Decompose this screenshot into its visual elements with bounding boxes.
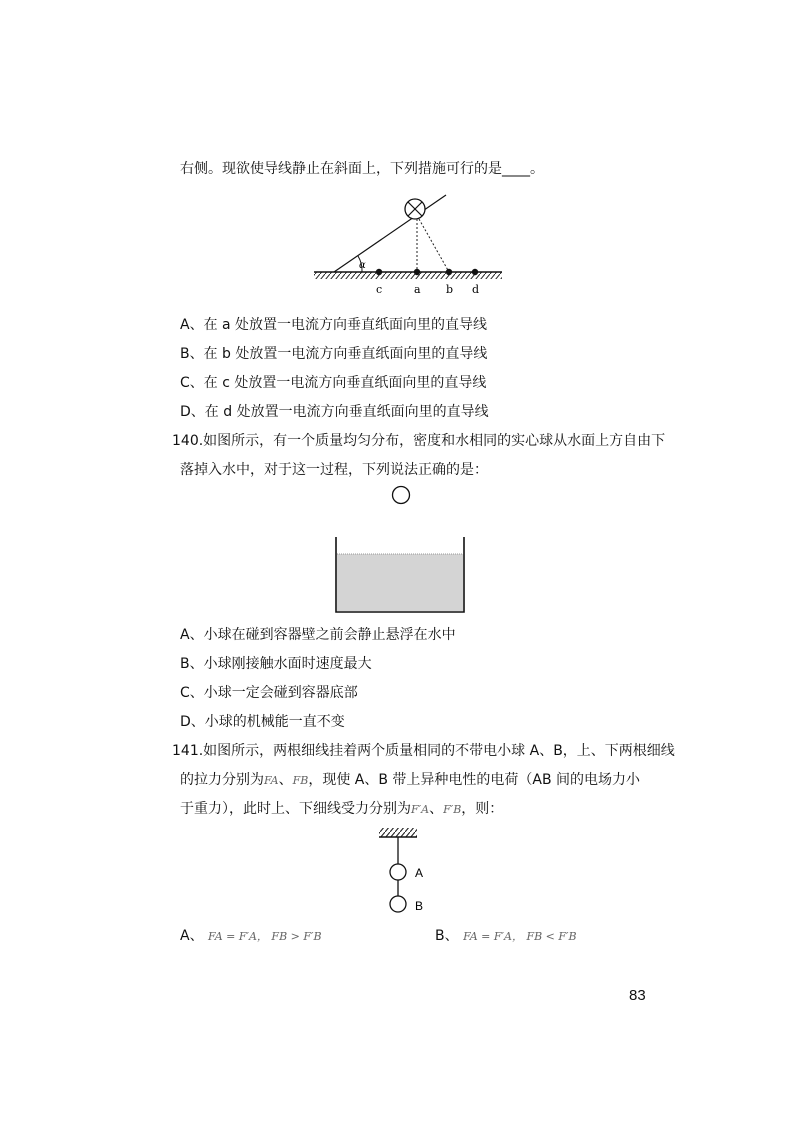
label-d: d [472,283,480,296]
point-c [376,269,382,275]
ball-a-label: A [415,866,424,880]
wire-cross-icon [405,199,425,219]
dashed-to-b [419,219,449,272]
q141-option-a: A、 FA = F′A， FB > F′B [180,928,322,944]
q139-option-b: B、在 b 处放置一电流方向垂直纸面向里的直导线 [180,346,488,362]
label-c: c [376,283,383,296]
incline-figure [310,190,510,300]
q140-stem-line2: 落掉入水中，对于这一过程，下列说法正确的是： [180,462,488,478]
hanging-balls-figure [370,826,450,918]
ball-b-label: B [415,899,424,913]
water [337,554,463,611]
label-a: a [414,283,421,296]
q139-stem-tail: 右侧。现欲使导线静止在斜面上，下列措施可行的是____。 [180,161,544,177]
q140-stem-line1: 140.如图所示，有一个质量均匀分布，密度和水相同的实心球从水面上方自由下 [172,433,666,449]
ball-a [390,864,406,880]
ceiling-hatch [379,828,417,837]
q139-option-d: D、在 d 处放置一电流方向垂直纸面向里的直导线 [180,404,489,420]
point-b [446,269,452,275]
force-fb: FB [292,774,309,787]
q139-option-c: C、在 c 处放置一电流方向垂直纸面向里的直导线 [180,375,487,391]
point-d [472,269,478,275]
force-fa: FA [264,774,279,787]
page-number: 83 [629,987,646,1004]
incline-line [334,195,446,272]
ball-icon [393,487,410,504]
ball-b [390,896,406,912]
q140-option-b: B、小球刚接触水面时速度最大 [180,656,372,672]
q141-stem-line1: 141.如图所示，两根细线挂着两个质量相同的不带电小球 A、B，上、下两根细线 [172,743,675,759]
q141-stem-line3: 于重力），此时上、下细线受力分别为F′A、F′B，则： [180,801,504,817]
q141-stem-line2: 的拉力分别为FA、FB，现使 A、B 带上异种电性的电荷（AB 间的电场力小 [180,772,641,788]
point-a [414,269,420,275]
q140-option-c: C、小球一定会碰到容器底部 [180,685,358,701]
label-b: b [446,283,454,296]
q140-option-d: D、小球的机械能一直不变 [180,714,345,730]
water-container-figure [330,484,470,614]
force-fb-prime: F′B [443,803,462,816]
q139-option-a: A、在 a 处放置一电流方向垂直纸面向里的直导线 [180,317,488,333]
q141-option-b: B、 FA = F′A， FB < F′B [435,928,577,944]
force-fa-prime: F′A [411,803,430,816]
angle-label: α [359,260,366,271]
q140-option-a: A、小球在碰到容器壁之前会静止悬浮在水中 [180,627,456,643]
